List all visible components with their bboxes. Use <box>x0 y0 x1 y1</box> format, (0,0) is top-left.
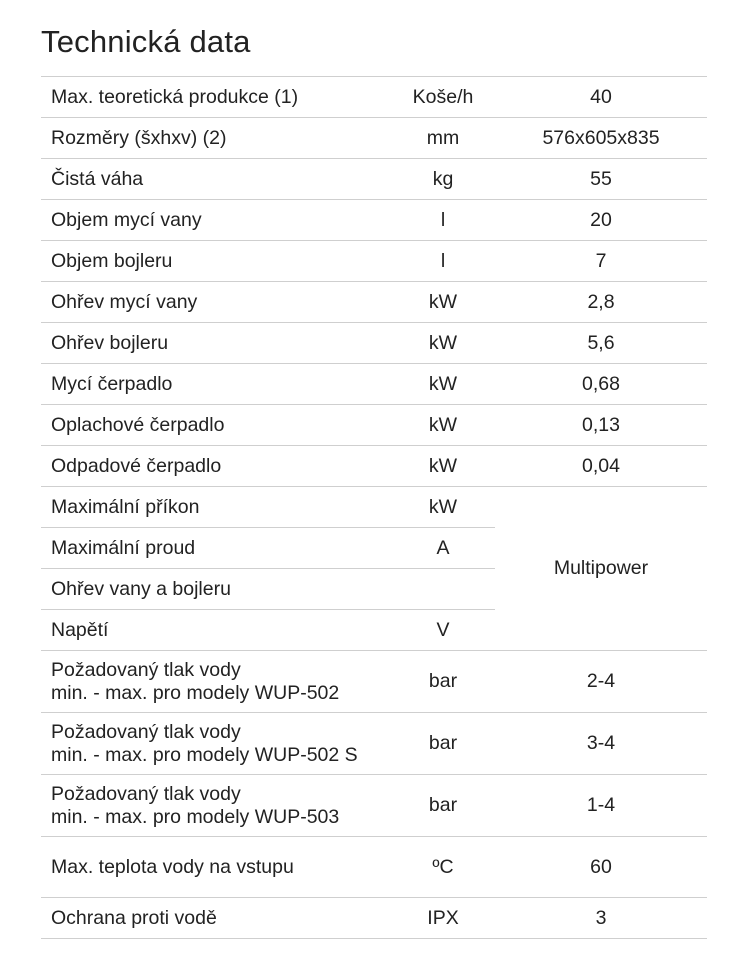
table-row <box>41 118 707 159</box>
row-value: 2-4 <box>495 651 707 713</box>
table-row <box>41 446 707 487</box>
row-value: 0,13 <box>495 405 707 446</box>
row-label-line: min. - max. pro modely WUP-503 <box>51 805 340 828</box>
row-unit: kW <box>391 405 495 446</box>
table-row <box>41 241 707 282</box>
row-unit: l <box>391 200 495 241</box>
row-value: 7 <box>495 241 707 282</box>
row-unit: bar <box>391 775 495 837</box>
row-unit: V <box>391 610 495 651</box>
row-label: Napětí <box>41 610 391 651</box>
page-title: Technická data <box>41 24 251 59</box>
row-label <box>41 651 391 713</box>
row-unit: l <box>391 241 495 282</box>
row-label-line: min. - max. pro modely WUP-502 <box>51 681 340 704</box>
row-label: Ohřev bojleru <box>41 323 391 364</box>
row-value: 55 <box>495 159 707 200</box>
row-unit: kg <box>391 159 495 200</box>
row-unit: bar <box>391 713 495 775</box>
table-row <box>41 77 707 118</box>
row-label: Objem mycí vany <box>41 200 391 241</box>
row-value: 0,04 <box>495 446 707 487</box>
row-unit: kW <box>391 446 495 487</box>
row-label: Ohřev vany a bojleru <box>41 569 391 610</box>
row-value: 20 <box>495 200 707 241</box>
merged-value: Multipower <box>495 487 707 651</box>
row-unit: kW <box>391 282 495 323</box>
row-value: 0,68 <box>495 364 707 405</box>
row-unit: bar <box>391 651 495 713</box>
row-label-line: min. - max. pro modely WUP-502 S <box>51 743 358 766</box>
row-unit: Koše/h <box>391 77 495 118</box>
row-value: 1-4 <box>495 775 707 837</box>
row-unit: ºC <box>391 837 495 898</box>
row-unit <box>391 569 495 610</box>
table-row <box>41 200 707 241</box>
row-unit: kW <box>391 323 495 364</box>
row-label: Rozměry (šxhxv) (2) <box>41 118 391 159</box>
table-row <box>41 487 707 528</box>
table-row <box>41 282 707 323</box>
table-row <box>41 323 707 364</box>
row-label-line: Požadovaný tlak vody <box>51 658 241 681</box>
row-unit: kW <box>391 364 495 405</box>
row-label: Max. teplota vody na vstupu <box>41 837 391 898</box>
row-label <box>41 713 391 775</box>
row-value: 2,8 <box>495 282 707 323</box>
row-label: Maximální proud <box>41 528 391 569</box>
table-row <box>41 898 707 939</box>
table-row <box>41 775 707 837</box>
row-label: Ohřev mycí vany <box>41 282 391 323</box>
table-row <box>41 837 707 898</box>
table-row <box>41 159 707 200</box>
row-value: 60 <box>495 837 707 898</box>
row-unit: kW <box>391 487 495 528</box>
row-value: 5,6 <box>495 323 707 364</box>
table-row <box>41 651 707 713</box>
row-label: Čistá váha <box>41 159 391 200</box>
row-value: 576x605x835 <box>495 118 707 159</box>
row-label: Mycí čerpadlo <box>41 364 391 405</box>
row-label: Odpadové čerpadlo <box>41 446 391 487</box>
technical-data-table <box>41 76 707 939</box>
table-row <box>41 713 707 775</box>
row-value: 3-4 <box>495 713 707 775</box>
row-value: 40 <box>495 77 707 118</box>
table-row <box>41 364 707 405</box>
row-label <box>41 775 391 837</box>
row-label: Ochrana proti vodě <box>41 898 391 939</box>
table-row <box>41 405 707 446</box>
row-label: Max. teoretická produkce (1) <box>41 77 391 118</box>
row-label-line: Požadovaný tlak vody <box>51 720 241 743</box>
row-unit: A <box>391 528 495 569</box>
row-label-line: Požadovaný tlak vody <box>51 782 241 805</box>
row-unit: IPX <box>391 898 495 939</box>
row-label: Oplachové čerpadlo <box>41 405 391 446</box>
row-unit: mm <box>391 118 495 159</box>
row-label: Objem bojleru <box>41 241 391 282</box>
row-label: Maximální příkon <box>41 487 391 528</box>
row-value: 3 <box>495 898 707 939</box>
